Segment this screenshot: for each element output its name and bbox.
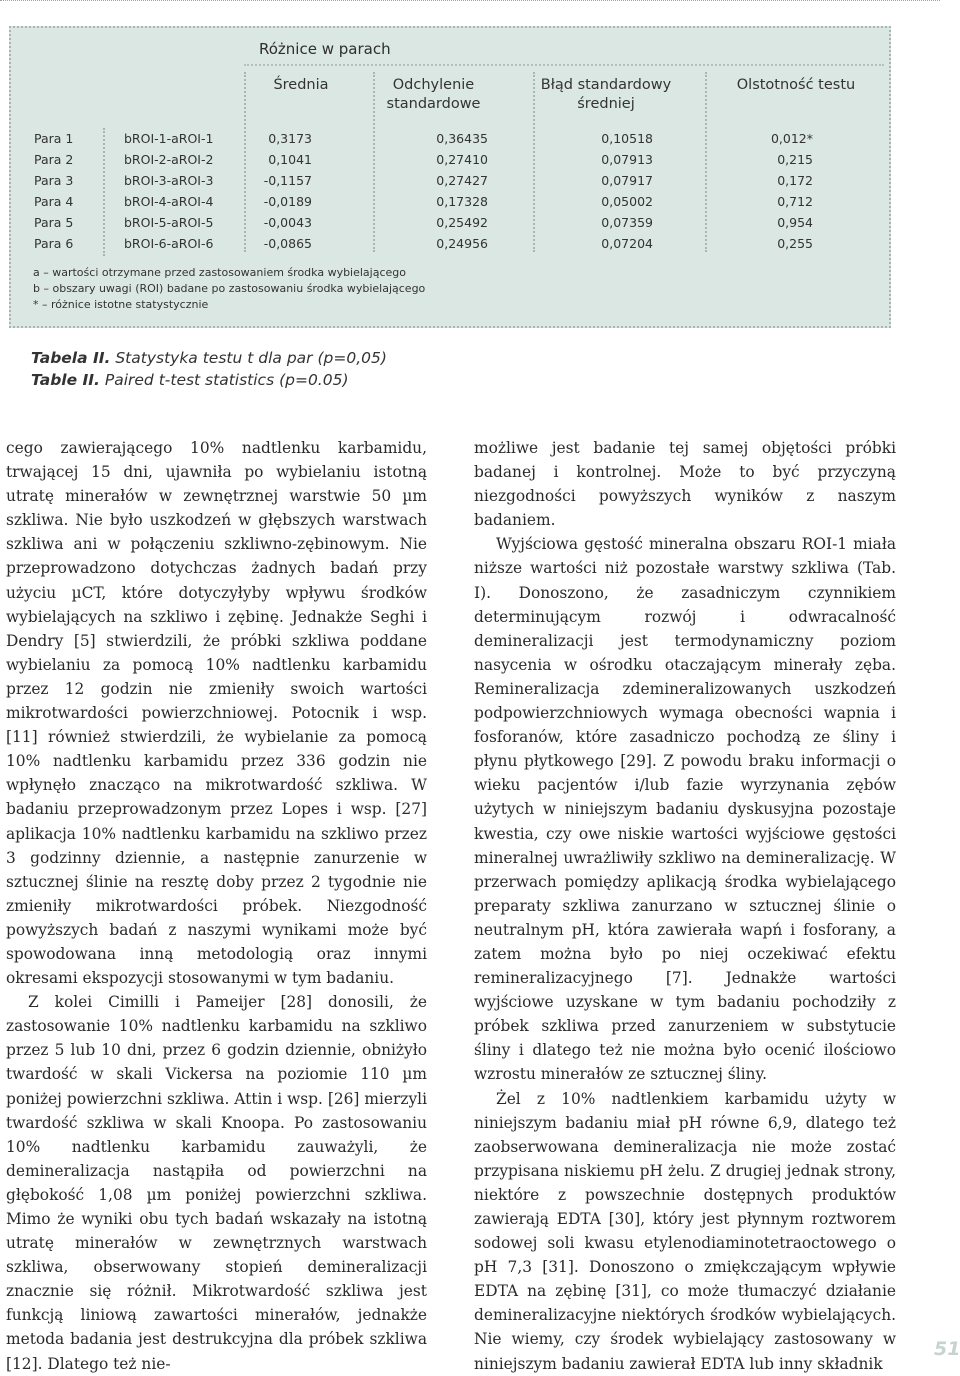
row-p: 0,954 (777, 215, 813, 230)
caption-pl-text: Statystyka testu t dla par (p=0,05) (110, 349, 387, 367)
table-footnotes (33, 265, 425, 313)
row-roi: bROI-5-aROI-5 (124, 215, 214, 230)
row-roi: bROI-2-aROI-2 (124, 152, 214, 167)
row-pair: Para 2 (34, 152, 74, 167)
row-mean: -0,0865 (263, 236, 312, 251)
table-row (11, 191, 889, 212)
table-row (11, 233, 889, 254)
row-p: 0,255 (777, 236, 813, 251)
row-mean: -0,0189 (263, 194, 312, 209)
row-pair: Para 1 (34, 131, 74, 146)
row-p: 0,215 (777, 152, 813, 167)
row-sd: 0,27427 (436, 173, 488, 188)
row-sd: 0,36435 (436, 131, 488, 146)
row-sd: 0,17328 (436, 194, 488, 209)
caption-pl (31, 347, 387, 369)
footnote: a – wartości otrzymane przed zastosowaniem środka wybielającego (33, 266, 407, 279)
header-se: Błąd standardowy średniej (540, 77, 672, 112)
table-row (11, 128, 889, 149)
statistics-table (9, 26, 891, 328)
row-se: 0,07359 (601, 215, 653, 230)
row-se: 0,07204 (601, 236, 653, 251)
paragraph: Wyjściowa gęstość mineralna obszaru ROI-1 miała niższe wartości niż pozostałe warstwy szkliwa (Tab. I). Donoszono, że zasadniczym czynnikiem determinującym rozwój i odwracalność demineralizacji jest termodynamiczny poziom nasycenia w ośrodku otaczającym minerały zęba. Remineralizacja zdemineralizowanych uszkodzeń podpowierzchniowych wymaga obecności wapnia i fosforanów, które zasadniczo pochodzą ze śliny i płynu płytkowego [29]. Z powodu braku informacji o wieku pacjentów i/lub fazie wyrzynania zębów użytych w niniejszym badaniu dyskusyjna pozostaje kwestia, czy owe niskie wartości wyjściowe gęstości mineralnej uwrażliwiły szkliwo na demineralizację. W przerwach pomiędzy aplikacją środka wybielającego preparaty szkliwa zanurzano w sztucznej ślinie o neutralnym pH, która zawierała wapń i fosforany, a zatem można było po niej oczekiwać efektu remineralizacyjnego [7]. Jednakże wartości wyjściowe uzyskane w tym badaniu pochodziły z próbek szkliwa przed zanurzeniem w substytucie śliny i dlatego też nie można było ocenić ilościowo wzrostu minerałów ze sztucznej śliny. (474, 535, 896, 1084)
row-p: 0,172 (777, 173, 813, 188)
row-roi: bROI-1-aROI-1 (124, 131, 214, 146)
caption-en-text: Paired t-test statistics (p=0.05) (99, 371, 349, 389)
caption-pl-label: Tabela II. (31, 349, 111, 367)
table-group-title: Różnice w parach (259, 40, 391, 58)
row-mean: 0,3173 (268, 131, 312, 146)
row-sd: 0,24956 (436, 236, 488, 251)
row-se: 0,05002 (601, 194, 653, 209)
row-p: 0,712 (777, 194, 813, 209)
table-row (11, 212, 889, 233)
row-sd: 0,25492 (436, 215, 488, 230)
row-se: 0,07917 (601, 173, 653, 188)
row-mean: 0,1041 (268, 152, 312, 167)
header-p: Olstotność testu (736, 77, 856, 93)
row-roi: bROI-4-aROI-4 (124, 194, 214, 209)
header-divider (244, 64, 884, 66)
paragraph: Z kolei Cimilli i Pameijer [28] donosili, że zastosowanie 10% nadtlenku karbamidu na szkliwo przez 5 lub 10 dni, przez 6 godzin dziennie, obniżyło twardość w skali Vickersa na poziomie 110 µm poniżej powierzchni szkliwa. Attin i wsp. [26] mierzyli twardość szkliwa w skali Knoopa. Po zastosowaniu 10% nadtlenku karbamidu zauważyli, że demineralizacja nastąpiła od powierzchni na głębokość 1,08 µm poniżej powierzchni szkliwa. Mimo że wyniki obu tych badań wskazały na istotną utratę minerałów w zewnętrznych warstwach szkliwa, obserwowany stopień demineralizacji znacznie się różnił. Mikrotwardość szkliwa jest funkcją liniową zawartości minerałów, jednakże metoda badania jest destrukcyjna dla próbek szkliwa [12]. Dlatego też nie- (6, 993, 427, 1373)
paragraph: Żel z 10% nadtlenkiem karbamidu użyty w niniejszym badaniu miał pH równe 6,9, dlatego też zaobserwowana demineralizacja nie może zostać przypisana niskiemu pH żelu. Z drugiej jednak strony, niektóre z powszechnie dostępnych produktów zawierają EDTA [30], który jest płynnym roztworem sodowej soli kwasu etylenodiaminotetraoctowego o pH 7,3 [31]. Donoszono o zmiękczającym wpływie EDTA na zębinę [31], co może tłumaczyć działanie demineralizacyjne niektórych środków wybielających. Nie wiemy, czy środek wybielający zastosowany w niniejszym badaniu zawierał EDTA lub inny składnik (474, 1089, 896, 1373)
header-sd: Odchylenie standardowe (386, 77, 481, 112)
row-roi: bROI-3-aROI-3 (124, 173, 214, 188)
row-pair: Para 3 (34, 173, 74, 188)
table-row (11, 149, 889, 170)
row-pair: Para 4 (34, 194, 74, 209)
row-se: 0,07913 (601, 152, 653, 167)
row-mean: -0,0043 (263, 215, 312, 230)
body-column-left (6, 436, 427, 1376)
row-pair: Para 5 (34, 215, 74, 230)
row-mean: -0,1157 (263, 173, 312, 188)
paragraph: możliwe jest badanie tej samej objętości próbki badanej i kontrolnej. Może to być przyczyną niezgodności powyższych wyników z naszym badaniem. (474, 439, 896, 530)
table-caption (31, 347, 387, 391)
row-se: 0,10518 (601, 131, 653, 146)
footnote: * – różnice istotne statystycznie (33, 298, 209, 311)
table-row (11, 170, 889, 191)
caption-en-label: Table II. (31, 371, 100, 389)
page-number: 51 (934, 1338, 960, 1360)
row-p: 0,012* (770, 131, 813, 146)
caption-en (31, 369, 387, 391)
body-column-right (474, 436, 896, 1376)
header-mean: Średnia (273, 77, 329, 93)
row-roi: bROI-6-aROI-6 (124, 236, 214, 251)
paragraph: cego zawierającego 10% nadtlenku karbamidu, trwającej 15 dni, ujawniła po wybielaniu istotną utratę minerałów w zewnętrznej warstwie 50 µm szkliwa. Nie było uszkodzeń w głębszych warstwach szkliwa ani w połączeniu szkliwno-zębinowym. Nie przeprowadzono dotychczas żadnych badań przy użyciu µCT, które dotyczyłyby wpływu środków wybielających na szkliwo i zębinę. Jednakże Seghi i Dendry [5] stwierdzili, że próbki szkliwa poddane wybielaniu za pomocą 10% nadtlenku karbamidu przez 12 godzin nie zmieniły swoich wartości mikrotwardości powierzchniowej. Potocnik i wsp. [11] również stwierdzili, że wybielanie za pomocą 10% nadtlenku karbamidu przez 336 godzin nie wpłynęło znacząco na mikrotwardość szkliwa. W badaniu przeprowadzonym przez Lopes i wsp. [27] aplikacja 10% nadtlenku karbamidu na szkliwo przez 3 godzinny dziennie, a następnie zanurzenie w sztucznej ślinie na resztę doby przez 2 tygodnie nie zmieniły mikrotwardości próbek. Niezgodność powyższych badań z naszymi wynikami może być spowodowana inną metodologią oraz innymi okresami ekspozycji stosowanymi w tym badaniu. (6, 439, 427, 988)
row-sd: 0,27410 (436, 152, 488, 167)
row-pair: Para 6 (34, 236, 74, 251)
top-rule (0, 0, 940, 1)
footnote: b – obszary uwagi (ROI) badane po zastosowaniu środka wybielającego (33, 282, 426, 295)
